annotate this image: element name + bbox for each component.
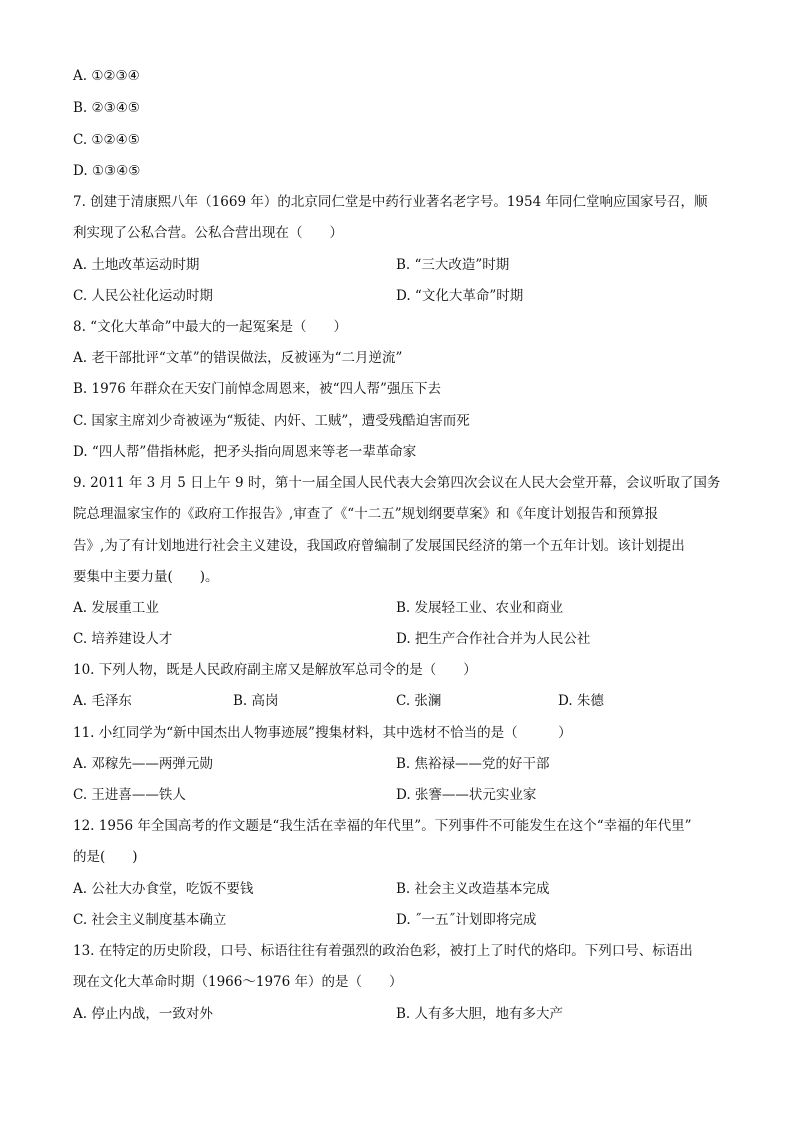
q11-option-b: B. 焦裕禄——党的好干部 <box>396 756 550 772</box>
q9-option-b: B. 发展轻工业、农业和商业 <box>396 600 564 616</box>
prev-option-a: A. ①②③④ <box>73 68 140 84</box>
q11-option-a: A. 邓稼先——两弹元勋 <box>73 756 213 772</box>
q10-option-d: D. 朱德 <box>558 693 604 709</box>
q8-option-b: B. 1976 年群众在天安门前悼念周恩来，被“四人帮”强压下去 <box>73 381 441 397</box>
q10-option-a: A. 毛泽东 <box>73 693 132 709</box>
q7-option-d: D. “文化大革命”时期 <box>396 288 524 304</box>
prev-option-d: D. ①③④⑤ <box>73 163 141 179</box>
q13-option-b: B. 人有多大胆，地有多大产 <box>396 1006 564 1022</box>
q9-stem-line1: 9. 2011 年 3 月 5 日上午 9 时，第十一届全国人民代表大会第四次会议在人民大会堂开幕，会议听取了国务 <box>73 475 721 491</box>
q12-stem-line1: 12. 1956 年全国高考的作文题是“我生活在幸福的年代里”。下列事件不可能发生在这个“幸福的年代里” <box>73 818 692 834</box>
q8-option-c: C. 国家主席刘少奇被诬为“叛徒、内奸、工贼”，遭受残酷迫害而死 <box>73 413 470 429</box>
q13-stem-line2: 现在文化大革命时期（1966～1976 年）的是（ ） <box>73 974 403 990</box>
q10-option-c: C. 张澜 <box>396 693 442 709</box>
q7-option-c: C. 人民公社化运动时期 <box>73 288 213 304</box>
q8-option-d: D. “四人帮”借指林彪，把矛头指向周恩来等老一辈革命家 <box>73 444 417 460</box>
prev-option-c: C. ①②④⑤ <box>73 132 140 148</box>
q9-stem-line2: 院总理温家宝作的《政府工作报告》,审查了《“十二五”规划纲要草案》和《年度计划报告和预算报 <box>73 506 659 522</box>
q9-stem-line3: 告》,为了有计划地进行社会主义建设，我国政府曾编制了发展国民经济的第一个五年计划。该计划提出 <box>73 538 685 554</box>
q7-stem-line2: 利实现了公私合营。公私合营出现在（ ） <box>73 225 343 241</box>
q9-option-a: A. 发展重工业 <box>73 600 159 616</box>
q13-stem-line1: 13. 在特定的历史阶段，口号、标语往往有着强烈的政治色彩，被打上了时代的烙印。下列口号、标语出 <box>73 943 693 959</box>
q12-stem-line2: 的是( ) <box>73 849 138 865</box>
q11-option-c: C. 王进喜——铁人 <box>73 787 186 803</box>
q9-stem-line4: 要集中主要力量( )。 <box>73 569 219 585</box>
q8-option-a: A. 老干部批评“文革”的错误做法，反被诬为“二月逆流” <box>73 350 403 366</box>
q12-option-a: A. 公社大办食堂，吃饭不要钱 <box>73 881 254 897</box>
q9-option-c: C. 培养建设人才 <box>73 631 173 647</box>
q11-option-d: D. 张謇——状元实业家 <box>396 787 537 803</box>
q9-option-d: D. 把生产合作社合并为人民公社 <box>396 631 591 647</box>
q13-option-a: A. 停止内战，一致对外 <box>73 1006 213 1022</box>
q12-option-d: D. ˝一五˝计划即将完成 <box>396 912 537 928</box>
q10-stem: 10. 下列人物，既是人民政府副主席又是解放军总司令的是（ ） <box>73 662 477 678</box>
q7-option-b: B. “三大改造”时期 <box>396 257 510 273</box>
q12-option-c: C. 社会主义制度基本确立 <box>73 912 227 928</box>
prev-option-b: B. ②③④⑤ <box>73 100 140 116</box>
q11-stem: 11. 小红同学为“新中国杰出人物事迹展”搜集材料，其中选材不恰当的是（ ） <box>73 725 572 741</box>
q10-option-b: B. 高岗 <box>233 693 279 709</box>
q8-stem: 8. “文化大革命”中最大的一起冤案是（ ） <box>73 319 347 335</box>
q12-option-b: B. 社会主义改造基本完成 <box>396 881 550 897</box>
q7-stem-line1: 7. 创建于清康熙八年（1669 年）的北京同仁堂是中药行业著名老字号。1954 年同仁堂响应国家号召，顺 <box>73 194 708 210</box>
q7-option-a: A. 土地改革运动时期 <box>73 257 200 273</box>
